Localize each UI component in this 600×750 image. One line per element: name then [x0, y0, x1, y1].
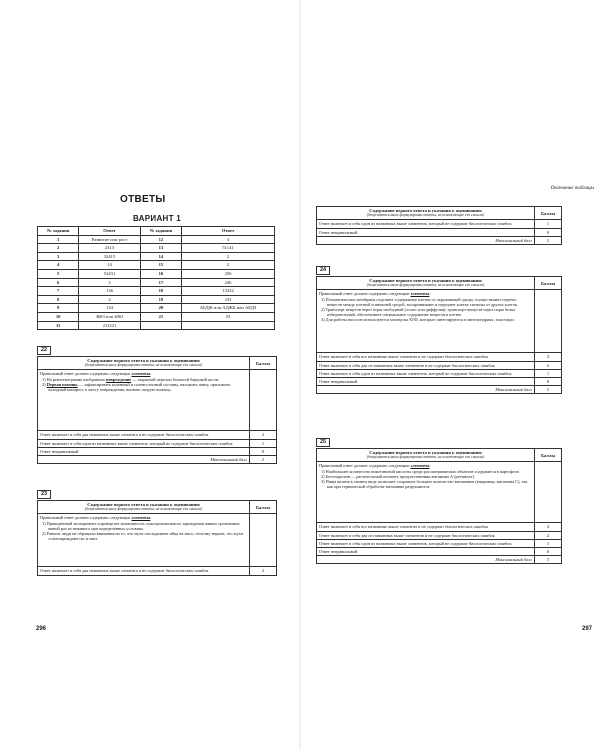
page-number: 297	[581, 626, 592, 632]
max-score-label: Максимальный балл	[317, 555, 535, 563]
task-number: 22	[37, 346, 51, 355]
answer-cell: Развитие или рост	[79, 235, 141, 244]
max-score-label: Максимальный балл	[38, 455, 250, 463]
col-header: № задания	[38, 227, 79, 236]
continuation-label: Окончание таблицы	[550, 186, 594, 191]
table-row	[38, 269, 275, 278]
task-number-cell: 9	[38, 304, 79, 313]
criterion-row: Ответ включает в себя все названные выше элементы и не содержит биологических ошибок	[317, 353, 535, 361]
points-value: 0	[535, 547, 562, 555]
task-number-cell: 2	[38, 244, 79, 253]
task-number-cell: 17	[140, 278, 181, 287]
table-row	[38, 295, 275, 304]
max-score-value: 2	[535, 236, 562, 244]
points-header: Баллы	[250, 501, 277, 514]
task-number-cell: 12	[140, 235, 181, 244]
criterion-row: Ответ включает в себя два из названных выше элементов и не содержит биологических ошибок	[317, 531, 535, 539]
continued-table-block	[316, 206, 562, 245]
task-number-cell: 16	[140, 269, 181, 278]
answer-cell: 3	[182, 235, 275, 244]
task-number-cell: 8	[38, 295, 79, 304]
task-25-block	[316, 430, 562, 564]
max-score-value: 2	[250, 455, 277, 463]
col-header: № задания	[140, 227, 181, 236]
criteria-table	[316, 276, 562, 394]
points-header: Баллы	[250, 357, 277, 370]
answer-cell: 23	[182, 312, 275, 321]
page-title: ОТВЕТЫ	[120, 194, 166, 205]
table-row	[38, 312, 275, 321]
task-number-cell: 19	[140, 295, 181, 304]
task-number: 23	[37, 490, 51, 499]
table-row	[38, 244, 275, 253]
answer-cell: 4	[79, 295, 141, 304]
criterion-row: Ответ включает в себя один из названных выше элементов, который не содержит биологических ошибок	[317, 369, 535, 377]
points-value: 1	[535, 369, 562, 377]
max-score-value: 3	[535, 555, 562, 563]
points-value: 2	[250, 567, 277, 575]
table-row	[38, 252, 275, 261]
answer-cell: 136	[79, 287, 141, 296]
task-number-cell: 6	[38, 278, 79, 287]
right-page	[300, 0, 600, 750]
criterion-row: Ответ включает в себя один из названных выше элементов, который не содержит биологических ошибок	[38, 439, 250, 447]
col-header: Ответ	[182, 227, 275, 236]
points-value: 3	[535, 523, 562, 531]
answer-cell: 51141	[182, 244, 275, 253]
answer-cell: 2	[182, 261, 275, 270]
points-value: 2	[535, 361, 562, 369]
max-score-value: 3	[535, 385, 562, 393]
answer-cell: 32415	[79, 252, 141, 261]
criteria-table	[37, 500, 277, 576]
points-value: 2	[250, 431, 277, 439]
table-row	[38, 321, 275, 330]
criterion-row: Ответ неправильный	[317, 377, 535, 385]
task-number-cell: 20	[140, 304, 181, 313]
criterion-row: Ответ включает в себя все названные выше элементы и не содержит биологических ошибок	[317, 523, 535, 531]
answer-cell: 2	[182, 252, 275, 261]
correct-answer-cell: Правильный ответ должен содержать следующие элементы: 1) На рентгенограмме изображено повреждение — закрытый перелом большой берцовой кости. 2) Первая помощь — зафиксировать коленный и голеностопный суставы, наложить шину, приложить холодный компресс к месту повреждения, вызвать скорую помощь.	[38, 370, 250, 431]
task-number-cell: 15	[140, 261, 181, 270]
answer-cell: 3	[79, 278, 141, 287]
task-number-cell: 4	[38, 261, 79, 270]
criteria-header: Содержание верного ответа и указания к оцениванию (допускаются иные формулировки ответа, не искажающие его смысла)	[38, 357, 250, 370]
task-number-cell: 5	[38, 269, 79, 278]
answer-cell: 235	[182, 295, 275, 304]
criteria-table	[37, 356, 277, 464]
task-number: 25	[316, 438, 330, 447]
points-value: 2	[535, 531, 562, 539]
answer-cell: 14	[79, 261, 141, 270]
points-value: 1	[250, 439, 277, 447]
criteria-header: Содержание верного ответа и указания к оцениванию (допускаются иные формулировки ответа, не искажающие его смысла)	[317, 449, 535, 462]
criteria-table	[316, 448, 562, 564]
answer-cell: 13322	[182, 287, 275, 296]
answer-cell: 211221	[79, 321, 141, 330]
max-score-label: Максимальный балл	[317, 385, 535, 393]
points-header: Баллы	[535, 277, 562, 290]
task-number-cell: 3	[38, 252, 79, 261]
answer-cell: 52431	[79, 269, 141, 278]
points-value: 1	[535, 220, 562, 228]
criterion-row: Ответ включает в себя один из названных выше элементов, который не содержит биологических ошибок	[317, 220, 535, 228]
correct-answer-cell: Правильный ответ должен содержать следующие элементы: 1) Плазматические мембраны отделяют содержимое клетки от окружающей среды, осуществляют перенос веществ между клеткой и внешней средой, воспринимают и передают клетке сигналы от других клеток. 2) Транспорт веществ через поры свободный (осмос или диффузия); транспорт веществ через поры белка избирательный, обеспечивает оптимальное содержание веществ в клетке. 3) Для работы насосов используются молекулы АТФ, которые синтезируются в митохондриях, пластидах	[317, 290, 535, 353]
task-24-block	[316, 258, 562, 394]
page-number: 296	[36, 626, 47, 632]
criteria-header: Содержание верного ответа и указания к оцениванию (допускаются иные формулировки ответа, не искажающие его смысла)	[317, 277, 535, 290]
points-value: 3	[535, 353, 562, 361]
answer-cell: 2413	[79, 244, 141, 253]
max-score-label: Максимальный балл	[317, 236, 535, 244]
points-value: 1	[535, 539, 562, 547]
criterion-row: Ответ включает в себя один из названных выше элементов, который не содержит биологических ошибок	[317, 539, 535, 547]
answer-table-header	[38, 227, 275, 236]
task-number-cell: 13	[140, 244, 181, 253]
table-row	[38, 287, 275, 296]
criterion-row: Ответ включает в себя два названных выше элемента и не содержит биологических ошибок	[38, 431, 250, 439]
task-number-cell	[140, 321, 181, 330]
answer-cell: 256	[182, 269, 275, 278]
task-number-cell: 1	[38, 235, 79, 244]
task-number-cell: 18	[140, 287, 181, 296]
task-23-block	[37, 482, 277, 576]
criterion-row: Ответ включает в себя два названных выше элемента и не содержит биологических ошибок	[38, 567, 250, 575]
answer-table-body	[38, 235, 275, 330]
task-number: 24	[316, 266, 330, 275]
points-value: 0	[535, 377, 562, 385]
criterion-row: Ответ неправильный	[317, 547, 535, 555]
criteria-header: Содержание верного ответа и указания к оцениванию (допускаются иные формулировки ответа, не искажающие его смысла)	[317, 207, 535, 220]
criteria-table	[316, 206, 562, 245]
points-header: Баллы	[535, 449, 562, 462]
points-header: Баллы	[535, 207, 562, 220]
table-row	[38, 278, 275, 287]
task-number-cell: 21	[140, 312, 181, 321]
answer-cell: АБДЖ или АДЖБ или АБДЗ	[182, 304, 275, 313]
variant-title: ВАРИАНТ 1	[133, 214, 182, 223]
answer-cell: 134	[79, 304, 141, 313]
correct-answer-cell: Правильный ответ должен содержать следующие элементы: 1) Наибольшее количество никотиновой кислоты среди рассматриваемых объектов содержится в картофеле. 2) Бета-каротин — растительный пигмент, предшественник витамина А (ретинола). 3) Пища велена в свежем виде позволяет сохранить большее количество витаминов (например, витамина C), так как при термической обработке витамины разрушаются	[317, 462, 535, 523]
answer-cell: 246	[182, 278, 275, 287]
task-number-cell: 10	[38, 312, 79, 321]
task-22-block	[37, 338, 277, 464]
criterion-row: Ответ неправильный	[317, 228, 535, 236]
answer-cell: 4683 или 4863	[79, 312, 141, 321]
table-row	[38, 304, 275, 313]
points-value: 0	[535, 228, 562, 236]
task-number-cell: 11	[38, 321, 79, 330]
col-header: Ответ	[79, 227, 141, 236]
criteria-header: Содержание верного ответа и указания к оцениванию (допускаются иные формулировки ответа, не искажающие его смысла)	[38, 501, 250, 514]
table-row	[38, 261, 275, 270]
criterion-row: Ответ включает в себя два из названных выше элементов и не содержит биологических ошибок	[317, 361, 535, 369]
task-number-cell: 7	[38, 287, 79, 296]
task-number-cell: 14	[140, 252, 181, 261]
answer-cell	[182, 321, 275, 330]
correct-answer-cell: Правильный ответ должен содержать следующие элементы: 1) Приведённый эксперимент опровергает возможность самопроизвольного зарождения живых организмов живой раз из неживого при определённых условиях. 2) Раньше люди не обращали внимания на то, что мухи откладывают яйца на мясо, поэтому верили, что мухи «самозарождаются» в мясе	[38, 514, 250, 567]
points-value: 0	[250, 447, 277, 455]
answer-table	[37, 226, 275, 330]
criterion-row: Ответ неправильный	[38, 447, 250, 455]
table-row	[38, 235, 275, 244]
